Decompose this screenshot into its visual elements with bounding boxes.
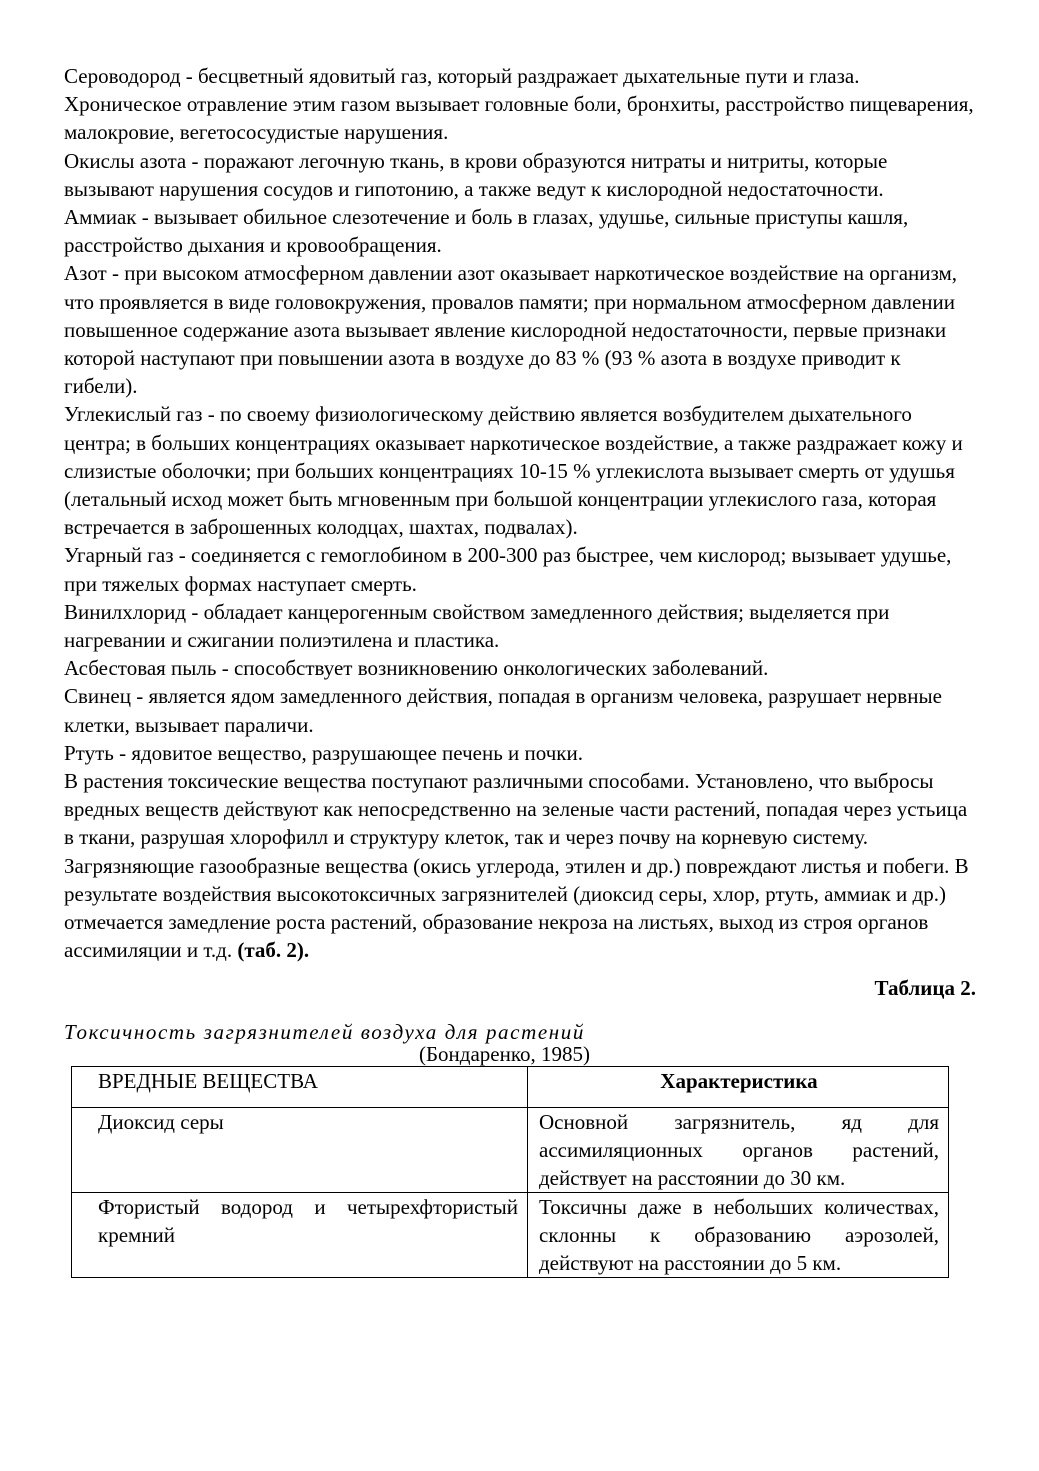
table-source: (Бондаренко, 1985) xyxy=(419,1041,590,1066)
paragraph-vinyl-chloride: Винилхлорид - обладает канцерогенным свойством замедленного действия; выделяется при нагревании и сжигании полиэтилена и пластика. xyxy=(64,599,890,653)
paragraph-lead: Свинец - является ядом замедленного действия, попадая в организм человека, разрушает нервные клетки, вызывает параличи. xyxy=(64,684,942,737)
table-row xyxy=(72,1107,949,1192)
paragraph-plants-text: В растения токсические вещества поступают различными способами. Установлено, что выбросы вредных веществ действуют как непосредственно на зеленые части растений, попадая через устьица в ткани, разрушая хлорофилл и структуру клеток, так и через почву на корневую систему. Загрязняющие газообразные вещества (окись углерода, этилен и др.) повреждают листья и побеги. В результате воздействия высокотоксичных загрязнителей (диоксид серы, хлор, ртуть, аммиак и др.) отмечается замедление роста растений, образование некроза на листьях, выход из строя органов ассимиляции и т.д. xyxy=(64,769,969,963)
table-number: Таблица 2. xyxy=(874,975,976,1000)
cell-substance: Диоксид серы xyxy=(72,1107,528,1192)
cell-characteristic: Токсичны даже в небольших количествах, склонны к образованию аэрозолей, действуют на расстоянии до 5 км. xyxy=(528,1192,949,1277)
paragraph-hydrogen-sulfide: Сероводород - бесцветный ядовитый газ, который раздражает дыхательные пути и глаза. Хроническое отравление этим газом вызывает головные боли, бронхиты, расстройство пищеварения, малокровие, вегетососудистые нарушения. xyxy=(64,64,974,145)
paragraph-nitrogen: Азот - при высоком атмосферном давлении азот оказывает наркотическое воздействие на организм, что проявляется в виде головокружения, провалов памяти; при нормальном атмосферном давлении повышенное содержание азота вызывает явление кислородной недостаточности, первые признаки которой наступают при повышении азота в воздухе до 83 % (93 % азота в воздухе приводит к гибели). xyxy=(64,261,958,399)
cell-substance: Фтористый водород и четырехфтористый кремний xyxy=(72,1192,528,1277)
header-substances: ВРЕДНЫЕ ВЕЩЕСТВА xyxy=(72,1066,528,1107)
header-characteristic: Характеристика xyxy=(528,1066,949,1107)
paragraph-asbestos: Асбестовая пыль - способствует возникновению онкологических заболеваний. xyxy=(64,656,769,681)
paragraph-ammonia: Аммиак - вызывает обильное слезотечение и боль в глазах, удушье, сильные приступы кашля, расстройство дыхания и кровообращения. xyxy=(64,205,909,258)
paragraph-plants xyxy=(64,767,976,964)
table-reference: (таб. 2). xyxy=(237,938,310,963)
paragraph-carbon-monoxide: Угарный газ - соединяется с гемоглобином в 200-300 раз быстрее, чем кислород; вызывает удушье, при тяжелых формах наступает смерть. xyxy=(64,543,952,596)
table-header-row xyxy=(72,1066,949,1107)
paragraph-carbon-dioxide: Углекислый газ - по своему физиологическому действию является возбудителем дыхательного центра; в больших концентрациях оказывает наркотическое воздействие, а также раздражает кожу и слизистые оболочки; при больших концентрациях 10-15 % углекислота вызывает смерть от удушья (летальный исход может быть мгновенным при большой концентрации углекислого газа, которая встречается в заброшенных колодцах, шахтах, подвалах). xyxy=(64,402,963,540)
document-page xyxy=(64,62,976,1278)
toxicity-table xyxy=(71,1066,949,1278)
table-row xyxy=(72,1192,949,1277)
table-title: Токсичность загрязнителей воздуха для растений xyxy=(64,1019,585,1044)
paragraph-nitrogen-oxides: Окислы азота - поражают легочную ткань, в крови образуются нитраты и нитриты, которые вызывают нарушения сосудов и гипотонию, а также ведут к кислородной недостаточности. xyxy=(64,148,888,201)
paragraph-mercury: Ртуть - ядовитое вещество, разрушающее печень и почки. xyxy=(64,740,583,765)
cell-characteristic: Основной загрязнитель, яд для ассимиляционных органов растений, действует на расстоянии до 30 км. xyxy=(528,1107,949,1192)
